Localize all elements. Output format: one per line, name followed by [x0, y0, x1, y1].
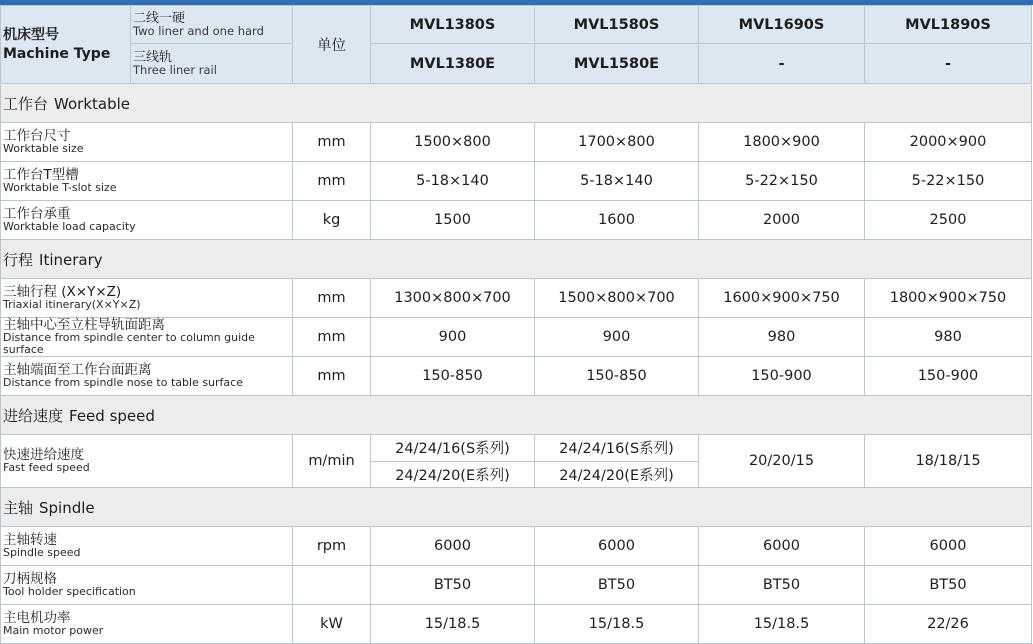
section-title — [1, 396, 1032, 435]
three-liner-zh: 三线轨 — [133, 49, 173, 65]
label-en: Triaxial itinerary(X×Y×Z) — [3, 298, 141, 311]
value-cell: 2500 — [865, 201, 1032, 240]
row-label — [1, 318, 293, 357]
value-s-series: 24/24/16(S系列) — [535, 435, 698, 462]
section-zh: 工作台 — [3, 94, 49, 113]
model-bottom: MVL1380E — [371, 44, 535, 84]
value-cell: 1500×800×700 — [535, 279, 699, 318]
value-cell: 18/18/15 — [865, 435, 1032, 488]
value-cell: 6000 — [371, 527, 535, 566]
value-cell: BT50 — [699, 566, 865, 605]
row-spindle-column — [1, 318, 1032, 357]
row-travel — [1, 279, 1032, 318]
value-cell: 1800×900 — [699, 123, 865, 162]
value-e-series: 24/24/20(E系列) — [395, 467, 510, 484]
label-en: Tool holder specification — [3, 585, 136, 598]
row-label — [1, 201, 293, 240]
value-cell: 1600×900×750 — [699, 279, 865, 318]
value-cell: 5-18×140 — [535, 162, 699, 201]
value-cell: 15/18.5 — [535, 605, 699, 644]
section-en: Itinerary — [39, 250, 103, 269]
unit-cell: m/min — [293, 435, 371, 488]
value-cell: 980 — [865, 318, 1032, 357]
label-zh: 刀柄规格 — [3, 571, 57, 587]
two-liner-en: Two liner and one hard — [133, 23, 264, 38]
section-title — [1, 240, 1032, 279]
model-bottom: MVL1580E — [535, 44, 699, 84]
value-cell: 6000 — [699, 527, 865, 566]
row-label — [1, 527, 293, 566]
label-en: Worktable load capacity — [3, 220, 136, 233]
row-label — [1, 279, 293, 318]
value-cell: BT50 — [535, 566, 699, 605]
section-worktable — [1, 84, 1032, 123]
section-en: Feed speed — [69, 406, 155, 425]
label-zh: 工作台T型槽 — [3, 167, 79, 183]
three-liner-en: Three liner rail — [133, 62, 217, 77]
section-itinerary — [1, 240, 1032, 279]
value-cell: 6000 — [535, 527, 699, 566]
value-cell: 1300×800×700 — [371, 279, 535, 318]
value-cell: 1700×800 — [535, 123, 699, 162]
header-row-1 — [1, 6, 1032, 44]
machine-type-en: Machine Type — [3, 45, 111, 62]
value-cell: 1800×900×750 — [865, 279, 1032, 318]
row-label — [1, 605, 293, 644]
unit-cell: mm — [293, 318, 371, 357]
value-cell: 1500 — [371, 201, 535, 240]
model-top: MVL1890S — [865, 6, 1032, 44]
value-cell: 980 — [699, 318, 865, 357]
row-fast-feed — [1, 435, 1032, 488]
unit-cell — [293, 566, 371, 605]
value-cell: 150-850 — [371, 357, 535, 396]
value-cell: 900 — [371, 318, 535, 357]
row-spindle-speed — [1, 527, 1032, 566]
section-en: Worktable — [54, 94, 130, 113]
unit-cell: mm — [293, 357, 371, 396]
row-label — [1, 435, 293, 488]
section-title — [1, 488, 1032, 527]
label-zh: 工作台尺寸 — [3, 128, 71, 144]
section-zh: 主轴 — [3, 498, 34, 517]
label-zh: 主轴转速 — [3, 532, 57, 548]
machine-type-zh: 机床型号 — [3, 26, 59, 43]
value-cell: 2000×900 — [865, 123, 1032, 162]
value-cell: 5-22×150 — [699, 162, 865, 201]
unit-cell: kW — [293, 605, 371, 644]
value-s-series: 24/24/16(S系列) — [371, 435, 534, 462]
value-cell: 15/18.5 — [371, 605, 535, 644]
two-liner-header — [131, 6, 293, 44]
value-cell: 5-18×140 — [371, 162, 535, 201]
unit-header: 单位 — [293, 6, 371, 84]
value-cell: 20/20/15 — [699, 435, 865, 488]
split-value-cell — [371, 435, 535, 488]
value-cell: 900 — [535, 318, 699, 357]
machine-type-header — [1, 6, 131, 84]
row-label — [1, 162, 293, 201]
label-en: Worktable T-slot size — [3, 181, 117, 194]
value-cell: 6000 — [865, 527, 1032, 566]
value-cell: 2000 — [699, 201, 865, 240]
section-title — [1, 84, 1032, 123]
row-spindle-table — [1, 357, 1032, 396]
model-top: MVL1380S — [371, 6, 535, 44]
section-zh: 进给速度 — [3, 406, 64, 425]
unit-cell: rpm — [293, 527, 371, 566]
section-zh: 行程 — [3, 250, 34, 269]
value-cell: 150-850 — [535, 357, 699, 396]
row-motor-power — [1, 605, 1032, 644]
value-cell: 150-900 — [865, 357, 1032, 396]
value-cell: 1500×800 — [371, 123, 535, 162]
row-tslot — [1, 162, 1032, 201]
row-load — [1, 201, 1032, 240]
section-feed — [1, 396, 1032, 435]
label-en: Spindle speed — [3, 546, 81, 559]
row-label — [1, 357, 293, 396]
label-zh: 快速进给速度 — [3, 447, 84, 463]
label-zh: 主轴端面至工作台面距离 — [3, 362, 152, 378]
unit-cell: mm — [293, 162, 371, 201]
section-spindle — [1, 488, 1032, 527]
label-en: Distance from spindle center to column guide surface — [3, 331, 255, 356]
unit-cell: mm — [293, 279, 371, 318]
label-en: Distance from spindle nose to table surface — [3, 376, 243, 389]
section-en: Spindle — [39, 498, 95, 517]
model-bottom: - — [699, 44, 865, 84]
model-bottom: - — [865, 44, 1032, 84]
label-en: Worktable size — [3, 142, 84, 155]
value-cell: 1600 — [535, 201, 699, 240]
row-label — [1, 566, 293, 605]
spec-table — [0, 5, 1032, 644]
row-label — [1, 123, 293, 162]
value-cell: 5-22×150 — [865, 162, 1032, 201]
label-en: Fast feed speed — [3, 461, 90, 474]
unit-cell: kg — [293, 201, 371, 240]
value-cell: 150-900 — [699, 357, 865, 396]
model-top: MVL1580S — [535, 6, 699, 44]
model-top: MVL1690S — [699, 6, 865, 44]
row-table-size — [1, 123, 1032, 162]
header-row-2 — [1, 44, 1032, 84]
value-cell: 22/26 — [865, 605, 1032, 644]
two-liner-zh: 二线一硬 — [133, 10, 186, 26]
label-zh: 主电机功率 — [3, 610, 71, 626]
value-cell: BT50 — [865, 566, 1032, 605]
value-cell: 15/18.5 — [699, 605, 865, 644]
row-tool-holder — [1, 566, 1032, 605]
label-zh: 工作台承重 — [3, 206, 71, 222]
value-e-series: 24/24/20(E系列) — [559, 467, 674, 484]
split-value-cell — [535, 435, 699, 488]
unit-cell: mm — [293, 123, 371, 162]
label-zh: 三轴行程 (X×Y×Z) — [3, 284, 122, 300]
label-zh: 主轴中心至立柱导轨面距离 — [3, 317, 165, 333]
value-cell: BT50 — [371, 566, 535, 605]
three-liner-header — [131, 44, 293, 84]
label-en: Main motor power — [3, 624, 104, 637]
